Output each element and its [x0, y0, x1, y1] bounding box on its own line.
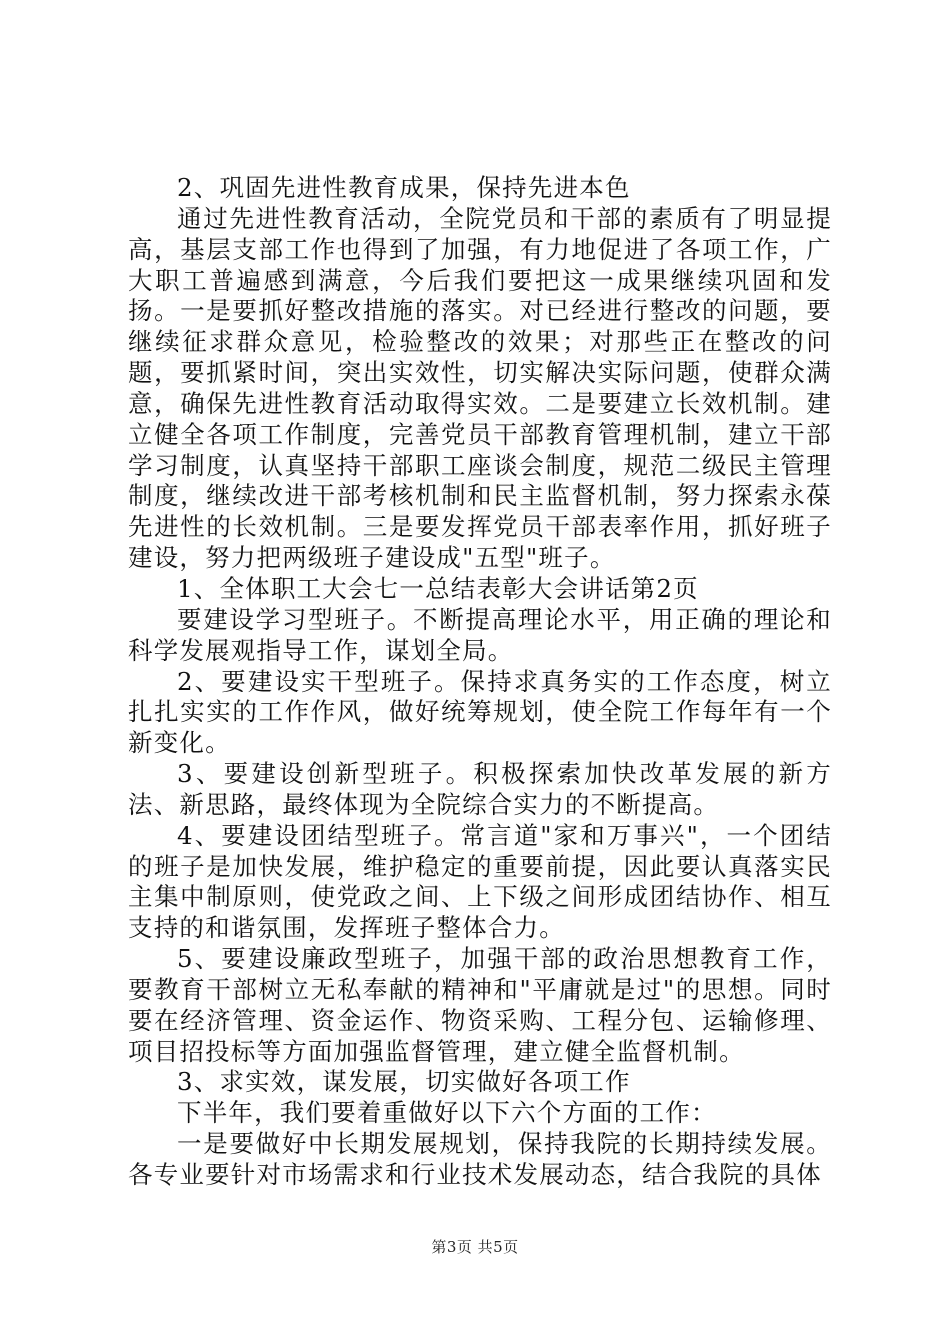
body-paragraph: 一是要做好中长期发展规划，保持我院的长期持续发展。各专业要针对市场需求和行业技术发展动态，结合我院的具体 — [128, 1129, 832, 1189]
section-heading: 3、求实效，谋发展，切实做好各项工作 — [177, 1067, 631, 1097]
page-reference-line: 1、全体职工大会七一总结表彰大会讲话第2页 — [177, 573, 699, 603]
body-paragraph: 下半年，我们要着重做好以下六个方面的工作： — [177, 1098, 717, 1128]
section-heading: 2、巩固先进性教育成果，保持先进本色 — [177, 173, 631, 202]
body-paragraph: 通过先进性教育活动，全院党员和干部的素质有了明显提高，基层支部工作也得到了加强，有力地促进了各项工作，广大职工普遍感到满意，今后我们要把这一成果继续巩固和发扬。一是要抓好整改措施的落实。对已经进行整改的问题，要继续征求群众意见，检验整改的效果；对那些正在整改的问题，要抓紧时间，突出实效性，切实解决实际问题，使群众满意，确保先进性教育活动取得实效。二是要建立长效机制。建立健全各项工作制度，完善党员干部教育管理机制，建立干部学习制度，认真坚持干部职工座谈会制度，规范二级民主管理制度，继续改进干部考核机制和民主监督机制，努力探索永葆先进性的长效机制。三是要发挥党员干部表率作用，抓好班子建设，努力把两级班子建设成"五型"班子。 — [128, 203, 832, 573]
document-body — [128, 173, 832, 1191]
body-paragraph: 要建设学习型班子。不断提高理论水平，用正确的理论和科学发展观指导工作，谋划全局。 — [128, 604, 832, 665]
body-paragraph: 3、要建设创新型班子。积极探索加快改革发展的新方法、新思路，最终体现为全院综合实力的不断提高。 — [128, 759, 832, 819]
page-number-footer: 第3页 共5页 — [431, 1238, 519, 1256]
body-paragraph: 2、要建设实干型班子。保持求真务实的工作态度，树立扎扎实实的工作作风，做好统筹规划，使全院工作每年有一个新变化。 — [128, 666, 832, 758]
body-paragraph: 4、要建设团结型班子。常言道"家和万事兴"，一个团结的班子是加快发展，维护稳定的重要前提，因此要认真落实民主集中制原则，使党政之间、上下级之间形成团结协作、相互支持的和谐氛围，发挥班子整体合力。 — [128, 820, 832, 943]
body-paragraph: 5、要建设廉政型班子，加强干部的政治思想教育工作，要教育干部树立无私奉献的精神和"平庸就是过"的思想。同时要在经济管理、资金运作、物资采购、工程分包、运输修理、项目招投标等方面加强监督管理，建立健全监督机制。 — [128, 944, 832, 1066]
